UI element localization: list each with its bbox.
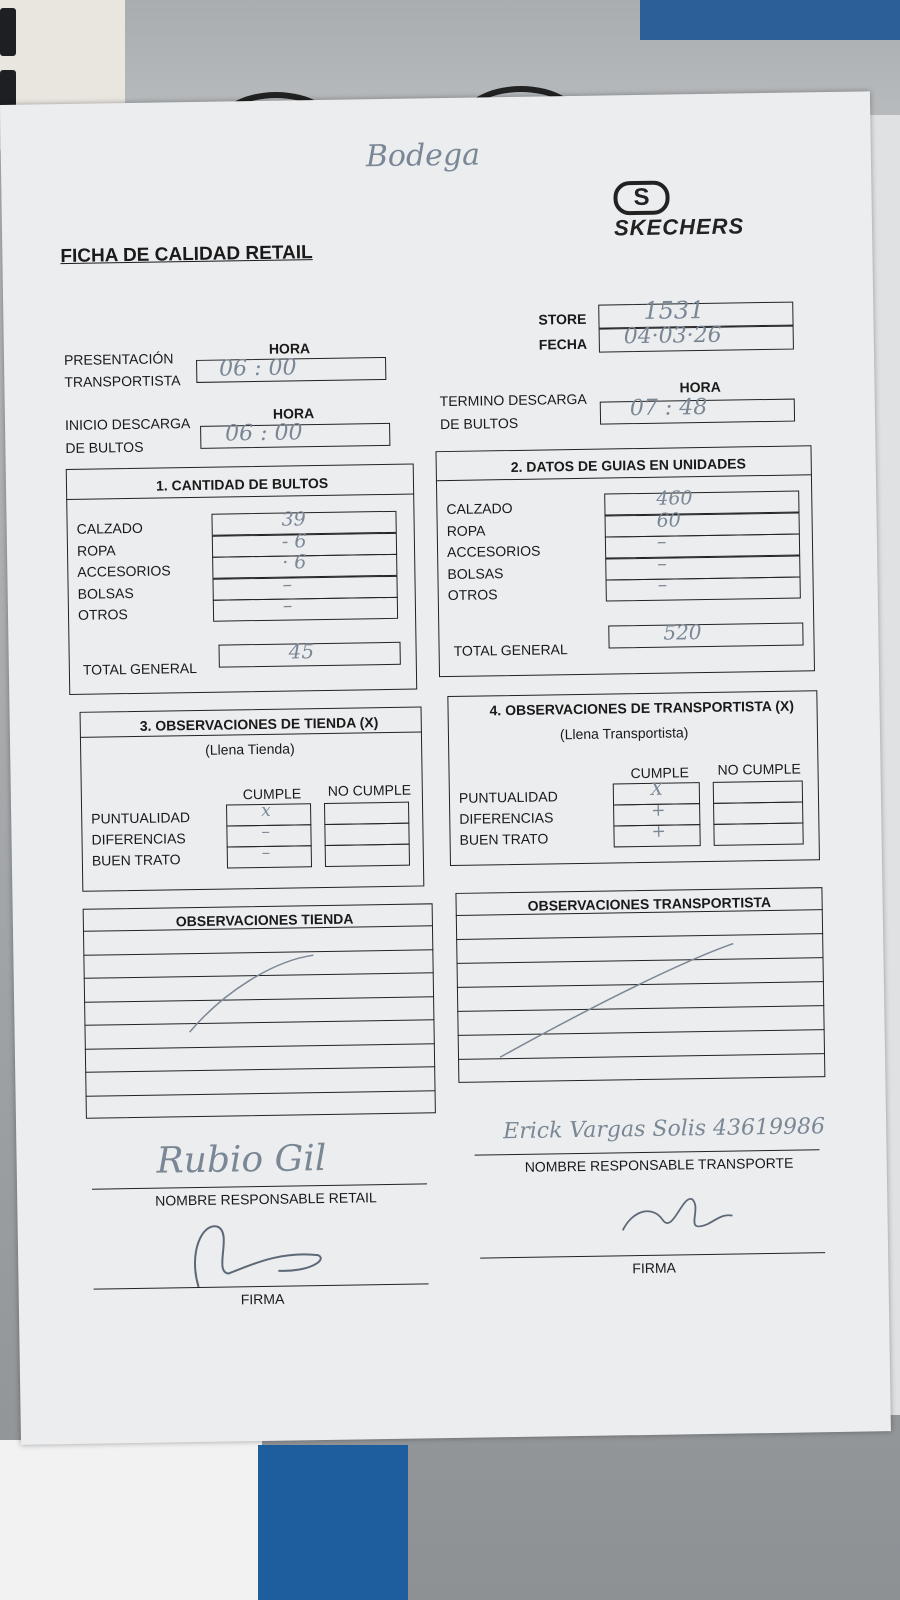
signature-line xyxy=(92,1183,427,1189)
store-label: STORE xyxy=(538,310,587,328)
section2-row-label: BOLSAS xyxy=(447,564,504,582)
retail-firma-label: FIRMA xyxy=(240,1290,285,1308)
section4-no-cumple-cell xyxy=(713,822,803,845)
section4-row-label: BUEN TRATO xyxy=(459,830,549,848)
termino-hora-value: 07 : 48 xyxy=(629,394,708,422)
observaciones-tienda-title: OBSERVACIONES TIENDA xyxy=(175,910,354,930)
section3-title: 3. OBSERVACIONES DE TIENDA (X) xyxy=(139,714,379,734)
section3-no-cumple-header: NO CUMPLE xyxy=(327,781,412,799)
section4-row-mark: + xyxy=(651,800,666,821)
section2-total-value: 520 xyxy=(663,620,702,645)
section4-row-label: PUNTUALIDAD xyxy=(458,788,558,806)
section4-cumple-header: CUMPLE xyxy=(630,764,690,782)
section3-no-cumple-cell xyxy=(324,802,409,825)
termino-hora-label: HORA xyxy=(679,378,721,396)
transporte-name-label: NOMBRE RESPONSABLE TRANSPORTE xyxy=(524,1154,794,1175)
section2-row-value: – xyxy=(657,552,667,575)
section1-row-label: CALZADO xyxy=(76,519,143,537)
section3-row-mark: x xyxy=(260,800,271,821)
cross-out-strokes xyxy=(73,892,837,1144)
section2-title: 2. DATOS DE GUIAS EN UNIDADES xyxy=(510,455,747,476)
section3-no-cumple-cell xyxy=(324,823,409,846)
retail-signature xyxy=(157,1210,358,1303)
retail-name-label: NOMBRE RESPONSABLE RETAIL xyxy=(155,1189,377,1209)
section2-total-field xyxy=(608,622,803,648)
section4-title: 4. OBSERVACIONES DE TRANSPORTISTA (X) xyxy=(489,697,795,719)
section1-row-label: ROPA xyxy=(76,541,116,559)
observaciones-transportista-title: OBSERVACIONES TRANSPORTISTA xyxy=(527,893,772,914)
section3-row-mark: – xyxy=(261,842,271,863)
quality-form-sheet xyxy=(0,91,891,1445)
section1-row-value: - 6 xyxy=(281,529,307,553)
section3-cumple-header: CUMPLE xyxy=(242,785,302,803)
section3-row-label: BUEN TRATO xyxy=(91,851,181,869)
presentacion-label-2: TRANSPORTISTA xyxy=(64,372,181,391)
section4-no-cumple-cell xyxy=(713,801,803,824)
section4-no-cumple-cell xyxy=(713,780,803,803)
section4-subtitle: (Llena Transportista) xyxy=(559,724,689,743)
store-value: 1531 xyxy=(643,295,705,325)
section3-subtitle: (Llena Tienda) xyxy=(205,740,295,758)
retail-name-handwritten: Rubio Gil xyxy=(156,1138,327,1182)
section3-no-cumple-cell xyxy=(325,844,410,867)
section1-row-cell xyxy=(213,597,398,622)
blue-folder-top xyxy=(640,0,900,40)
section1-row-label: OTROS xyxy=(77,606,128,623)
section2-row-value: 460 xyxy=(656,487,693,510)
transporte-name-handwritten: Erick Vargas Solis 43619986 xyxy=(502,1114,826,1145)
section4-row-mark: + xyxy=(651,821,666,842)
termino-label-2: DE BULTOS xyxy=(439,414,519,433)
section1-total-value: 45 xyxy=(288,639,315,664)
skechers-logo: SKECHERS xyxy=(613,213,745,241)
inicio-label-2: DE BULTOS xyxy=(65,438,144,457)
section3-row-mark: – xyxy=(261,821,271,842)
presentacion-hora-label: HORA xyxy=(268,340,311,357)
transporte-signature xyxy=(612,1183,743,1255)
section2-row-cell xyxy=(606,573,801,601)
fecha-value: 04·03·26 xyxy=(623,322,722,350)
presentacion-hora-value: 06 : 00 xyxy=(218,355,297,382)
section2-row-label: ACCESORIOS xyxy=(446,542,541,561)
section2-row-value: – xyxy=(657,573,668,596)
form-title: FICHA DE CALIDAD RETAIL xyxy=(60,242,313,268)
termino-label: TERMINO DESCARGA xyxy=(439,390,587,410)
section2-total-label: TOTAL GENERAL xyxy=(453,641,568,659)
section1-row-label: BOLSAS xyxy=(77,584,134,602)
section2-row-value: 60 xyxy=(656,508,681,532)
section1-row-value: – xyxy=(282,594,293,617)
skechers-logo-mark: S xyxy=(613,180,670,215)
inicio-hora-value: 06 : 00 xyxy=(224,420,303,447)
handwritten-note: Bodega xyxy=(365,137,481,175)
section2-row-label: CALZADO xyxy=(446,500,513,518)
section4-row-mark: X xyxy=(650,779,664,800)
presentacion-label: PRESENTACIÓN xyxy=(63,350,174,369)
section1-title: 1. CANTIDAD DE BULTOS xyxy=(155,474,329,494)
section2-row-label: OTROS xyxy=(447,586,498,604)
transporte-firma-label: FIRMA xyxy=(632,1259,677,1277)
section3-row-label: PUNTUALIDAD xyxy=(91,809,191,827)
section4-no-cumple-header: NO CUMPLE xyxy=(717,760,801,778)
section1-row-value: · 6 xyxy=(282,551,307,574)
section1-total-label: TOTAL GENERAL xyxy=(82,659,198,678)
blue-folder-bottom xyxy=(258,1445,408,1600)
section4-row-label: DIFERENCIAS xyxy=(459,809,554,827)
fecha-label: FECHA xyxy=(538,335,588,353)
section1-row-label: ACCESORIOS xyxy=(77,562,171,580)
section1-row-value: – xyxy=(282,572,293,596)
inicio-hora-label: HORA xyxy=(272,405,315,422)
inicio-label: INICIO DESCARGA xyxy=(64,415,191,434)
background-sheet xyxy=(0,1440,262,1600)
section2-row-value: – xyxy=(656,530,667,553)
section3-row-label: DIFERENCIAS xyxy=(91,830,186,848)
section2-row-label: ROPA xyxy=(446,521,486,539)
section1-row-value: 39 xyxy=(281,508,306,531)
